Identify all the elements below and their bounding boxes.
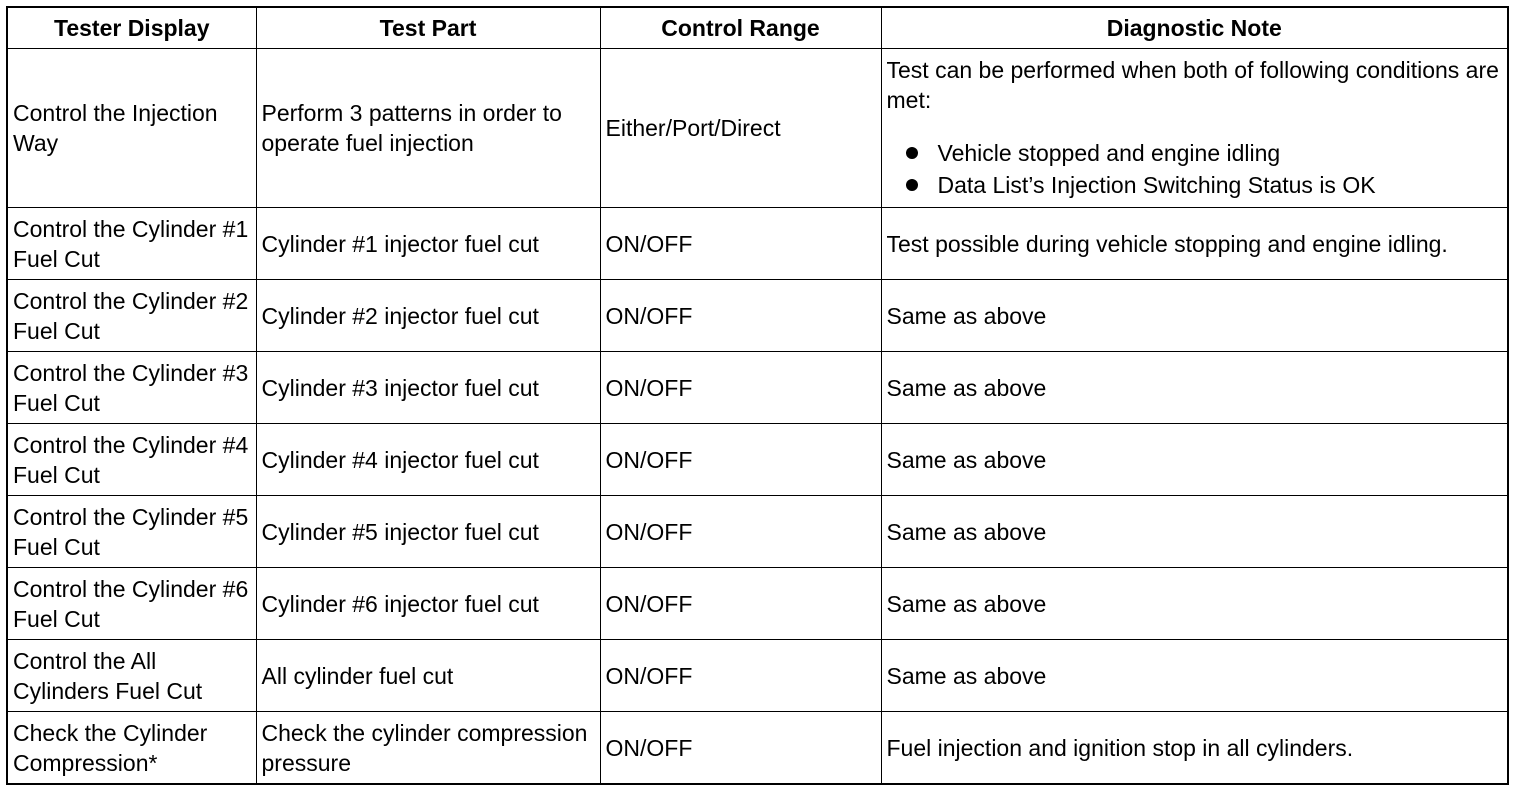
cell-test-part: Check the cylinder compression pressure [256,712,600,785]
cell-control-range: ON/OFF [600,352,881,424]
table-row [7,280,1508,352]
cell-tester-display: Check the Cylinder Compression* [7,712,256,785]
active-test-table [6,6,1509,785]
table-row [7,568,1508,640]
cell-tester-display: Control the Cylinder #3 Fuel Cut [7,352,256,424]
cell-diagnostic-note [881,49,1508,208]
cell-tester-display: Control the Cylinder #4 Fuel Cut [7,424,256,496]
table-row [7,208,1508,280]
cell-diagnostic-note: Same as above [881,496,1508,568]
table-row [7,352,1508,424]
cell-diagnostic-note: Same as above [881,280,1508,352]
cell-control-range: ON/OFF [600,568,881,640]
bullet-icon [906,147,918,159]
cell-tester-display: Control the Cylinder #2 Fuel Cut [7,280,256,352]
note-condition-text: Data List’s Injection Switching Status is OK [937,172,1376,198]
cell-tester-display: Control the Cylinder #5 Fuel Cut [7,496,256,568]
cell-tester-display: Control the Cylinder #6 Fuel Cut [7,568,256,640]
cell-test-part: Cylinder #5 injector fuel cut [256,496,600,568]
cell-diagnostic-note: Same as above [881,424,1508,496]
note-condition-list [887,137,1503,201]
cell-diagnostic-note: Test possible during vehicle stopping and engine idling. [881,208,1508,280]
cell-diagnostic-note: Fuel injection and ignition stop in all cylinders. [881,712,1508,785]
cell-control-range: ON/OFF [600,208,881,280]
cell-control-range: Either/Port/Direct [600,49,881,208]
cell-test-part: Cylinder #3 injector fuel cut [256,352,600,424]
cell-control-range: ON/OFF [600,496,881,568]
note-condition-text: Vehicle stopped and engine idling [937,140,1281,166]
cell-test-part: Cylinder #2 injector fuel cut [256,280,600,352]
header-row [7,7,1508,49]
cell-test-part: All cylinder fuel cut [256,640,600,712]
cell-tester-display: Control the Cylinder #1 Fuel Cut [7,208,256,280]
note-condition-item [887,137,1503,169]
cell-control-range: ON/OFF [600,280,881,352]
header-tester-display: Tester Display [7,7,256,49]
table-row [7,424,1508,496]
table-row [7,640,1508,712]
cell-diagnostic-note: Same as above [881,640,1508,712]
cell-tester-display: Control the Injection Way [7,49,256,208]
header-control-range: Control Range [600,7,881,49]
cell-test-part: Cylinder #6 injector fuel cut [256,568,600,640]
cell-test-part: Perform 3 patterns in order to operate fuel injection [256,49,600,208]
cell-test-part: Cylinder #4 injector fuel cut [256,424,600,496]
cell-control-range: ON/OFF [600,712,881,785]
header-diagnostic-note: Diagnostic Note [881,7,1508,49]
note-intro: Test can be performed when both of following conditions are met: [886,57,1499,113]
cell-diagnostic-note: Same as above [881,352,1508,424]
cell-test-part: Cylinder #1 injector fuel cut [256,208,600,280]
cell-control-range: ON/OFF [600,640,881,712]
cell-diagnostic-note: Same as above [881,568,1508,640]
table-row [7,49,1508,208]
cell-control-range: ON/OFF [600,424,881,496]
table-row [7,496,1508,568]
bullet-icon [906,179,918,191]
table-row [7,712,1508,785]
note-condition-item [887,169,1503,201]
cell-tester-display: Control the All Cylinders Fuel Cut [7,640,256,712]
header-test-part: Test Part [256,7,600,49]
